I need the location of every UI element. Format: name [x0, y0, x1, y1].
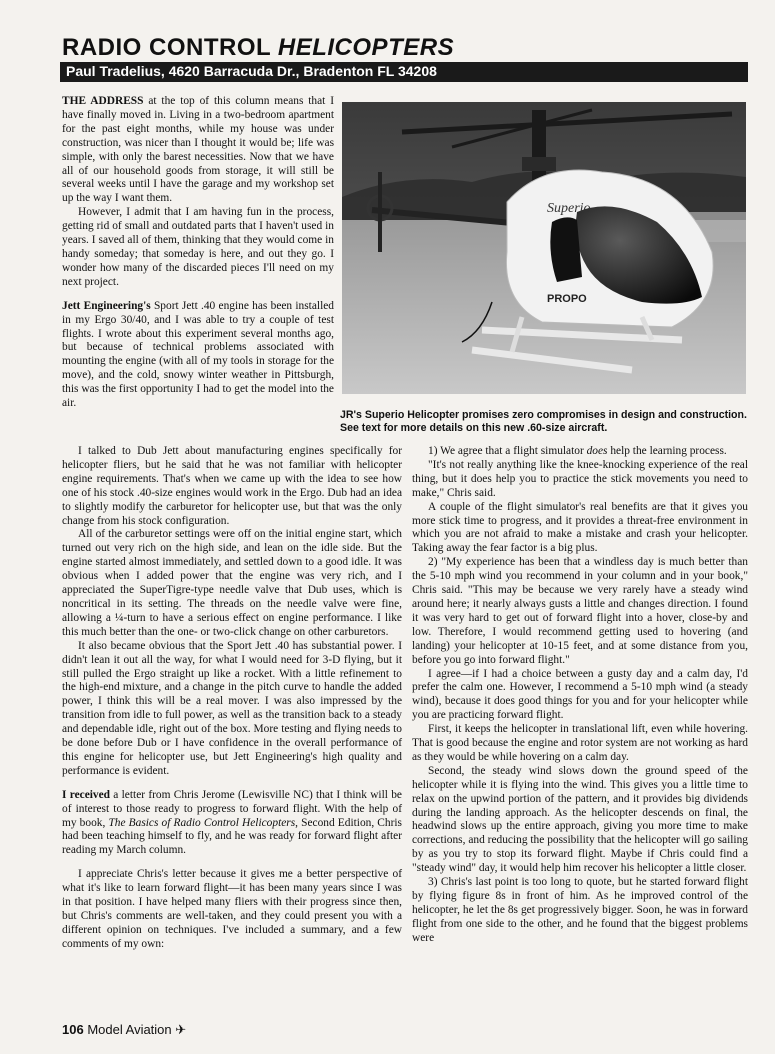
paragraph: [62, 95, 334, 206]
run-in-heading: THE ADDRESS: [62, 95, 144, 107]
paragraph-text: 1) We agree that a flight simulator: [428, 445, 587, 457]
left-column-top: [62, 95, 334, 411]
paragraph-text: help the learning process.: [607, 445, 727, 457]
paragraph: [412, 445, 748, 459]
photo-caption: JR's Superio Helicopter promises zero compromises in design and construction. See text for more details on this new .60-size aircraft.: [340, 409, 747, 434]
title-italic: HELICOPTERS: [277, 34, 455, 61]
book-title: The Basics of Radio Control Helicopters: [108, 816, 296, 829]
propo-decal: PROPO: [547, 293, 587, 305]
author-address: Paul Tradelius, 4620 Barracuda Dr., Bradenton FL 34208: [66, 63, 437, 79]
page-footer: [62, 1022, 186, 1038]
run-in-heading: I received: [62, 788, 110, 801]
paragraph-text: Sport Jett .40 engine has been installed in my Ergo 30/40, and I was able to try a couple of test flights. I wrote about this experiment several months ago, but because of technical problems associated with mounting the engine (with all of my tools in storage for the move), and the cold, snowy winter weather in Pittsburgh, this was the first opportunity I had to get the model into the air.: [62, 299, 334, 410]
paragraph-text: , Second Edition, Chris had been teaching himself to fly, and he was ready for forward flight after reading my March column.: [62, 816, 402, 857]
emphasis: does: [586, 445, 608, 457]
paragraph: However, I admit that I am having fun in the process, getting rid of small and outdated parts that I haven't used in years. I saved all of them, thinking that they would come in handy someday; that someday is here, and out they go. I wonder how many of the discarded pieces I'll need on my next project.: [62, 206, 334, 288]
paragraph: I appreciate Chris's letter because it gives me a better perspective of what it's like to learn forward flight—it has been many years since I was in that position. I have helped many fliers with their progress since then, but Chris's comments are well-taken, and they could present you with a different opinion on techniques. I've included a summary, and a few comments of my own:: [62, 868, 402, 950]
paragraph-text: a letter from Chris Jerome (Lewisville NC) that I think will be of interest to those ready to progress to forward flight. With the help of my book,: [62, 788, 402, 829]
paragraph: All of the carburetor settings were off on the initial engine start, which turned out very rich on the high side, and lean on the idle side. But the engine started almost immediately, and settled down to a good idle. It was obvious when I added power that the engine was very rich, and I appreciated the SuperTigre-type needle valve that Dub uses, which is noncritical in its setting. The threads on the needle valve were fine, allowing a ¼-turn to have a serious effect on engine performance. I like this much better than the one- or two-click change on other carburetors.: [62, 528, 402, 638]
airplane-icon: ✈: [175, 1022, 187, 1037]
magazine-name: Model Aviation: [87, 1022, 172, 1037]
helicopter-illustration: [342, 102, 746, 394]
left-column-bottom: [62, 445, 402, 952]
paragraph-text: at the top of this column means that I have finally moved in. Living in a two-bedroom apartment for the past eight months, while my house was under construction, was nicer than I thought it would be; life was simple, with only the barest necessities. Now that we have all of our household goods from storage, it will still be several weeks until I have the garage and my workshop set up the way I want them.: [62, 95, 335, 205]
paragraph: [62, 300, 334, 411]
paragraph: Second, the steady wind slows down the ground speed of the helicopter while it is flying into the wind. This gives you a little time to relax on the upwind portion of the pattern, and it provides big dividends during the landing approach. As the helicopter descends on final, the headwind slows up the entire approach, giving you more time to make corrections, and reducing the possibility that the helicopter will go sailing by as you try to stop its forward flight. Maybe if Chris could find a "steady wind" day, it would help him recover his helicopter a little closer.: [412, 764, 748, 875]
column-title: [62, 34, 454, 62]
paragraph: 3) Chris's last point is too long to quote, but he started forward flight by flying figure 8s in front of him. As he improved control of the helicopter, he let the 8s get progressively bigger. Soon, he was in forward flight from one side to the other, and he found that the biggest problems were: [412, 876, 748, 944]
paragraph: It also became obvious that the Sport Jett .40 has substantial power. I didn't lean it out all the way, for what I would need for 3-D flying, but it still pulled the Ergo straight up like a rocket. With a little refinement to the high-end mixture, and a change in the pitch curve to handle the added power, I think this will be a real mover. I was also impressed by the transition from idle to full power, as well as the transition back to a steady and dependable idle, right out of the box. More testing and flying needs to be done before Dub or I have confidence in the overall performance of this engine for helicopter use, but Jett Engineering's high quality and performance is evident.: [62, 639, 402, 777]
superio-decal: Superio: [547, 201, 591, 216]
right-column: [412, 445, 748, 946]
paragraph: First, it keeps the helicopter in translational lift, even while hovering. That is good because the engine and rotor system are not working as hard as they would be while hovering on a calm day.: [412, 723, 748, 763]
paragraph: I talked to Dub Jett about manufacturing engines specifically for helicopter fliers, but he said that he was not familiar with helicopter engine requirements. That's when we came up with the idea to see how one of his stock .40-size engines would work in the Ergo. Dub had an idea to slightly modify the carburetor for helicopter use, but that was the only change from his stock configuration.: [62, 445, 402, 527]
helicopter-photo: [342, 102, 746, 394]
paragraph: I agree—if I had a choice between a gusty day and a calm day, I'd prefer the calm one. However, I recommend a 5-10 mph wind (a steady wind), because it does good things for you and for your helicopter while you are practicing forward flight.: [412, 667, 748, 722]
page-number: 106: [62, 1022, 84, 1037]
paragraph: 2) "My experience has been that a windless day is much better than the 5-10 mph wind you recommend in your column and in your book," Chris said. "This may be because we very rarely have a steady wind around here; it nearly always gusts a little and changes direction. I found it was very hard to get out of forward flight into a hover, close-by and low. Therefore, I would recommend getting used to hovering (and landing) your helicopter at 10-15 feet, and at some distance from you, before you go into forward flight.": [412, 556, 748, 666]
paragraph: A couple of the flight simulator's real benefits are that it gives you more stick time to progress, and it provides a threat-free environment in which you are not afraid to make a mistake and crash your helicopter. Taking away the fear factor is a big plus.: [412, 500, 748, 555]
run-in-heading: Jett Engineering's: [62, 299, 151, 312]
paragraph: [62, 789, 402, 859]
address-bar: [60, 62, 748, 82]
title-plain: RADIO CONTROL: [62, 34, 271, 61]
paragraph: "It's not really anything like the knee-knocking experience of the real thing, but it does help you to practice the stick movements you need to make," Chris said.: [412, 458, 748, 499]
